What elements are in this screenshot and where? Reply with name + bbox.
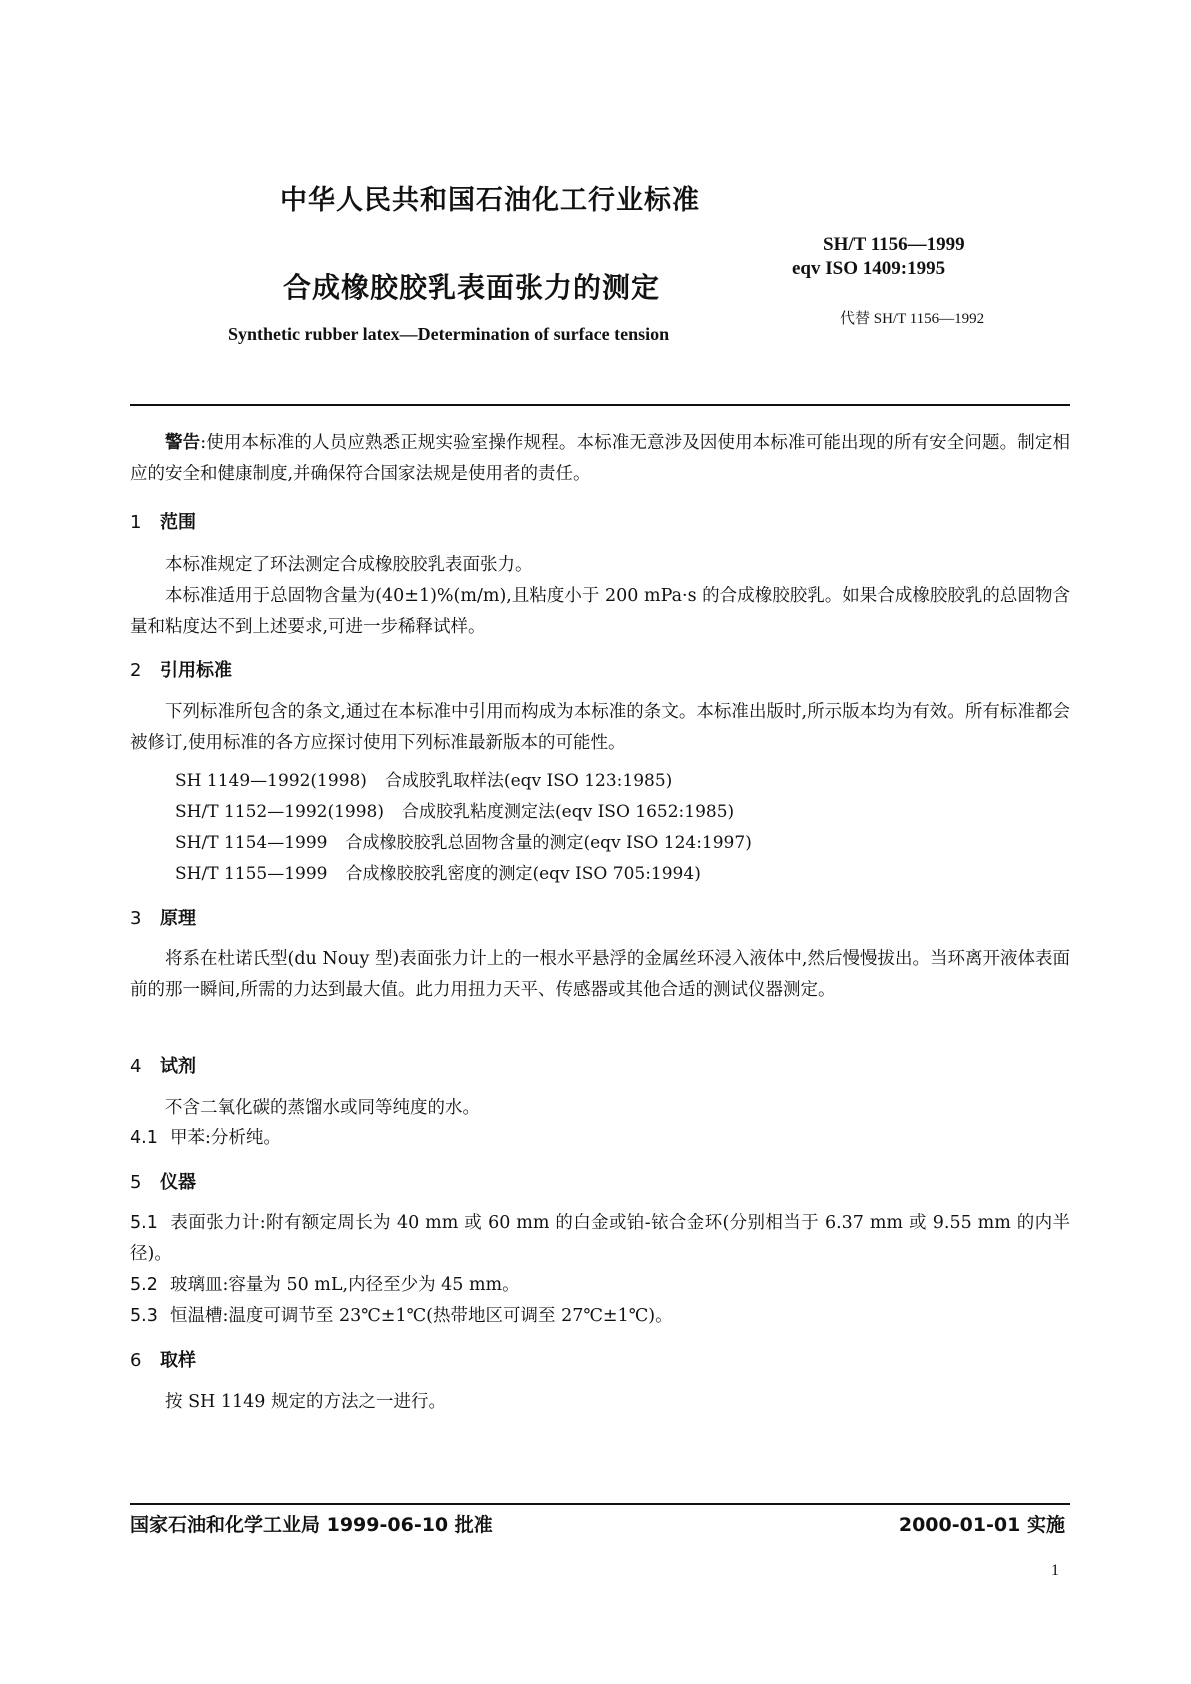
warning-text: :使用本标准的人员应熟悉正规实验室操作规程。本标准无意涉及因使用本标准可能出现的所有安全问题。制定相应的安全和健康制度,并确保符合国家法规是使用者的责任。 xyxy=(130,433,1070,484)
subsection-5-1: 5.1 表面张力计:附有额定周长为 40 mm 或 60 mm 的白金或铂-铱合金环(分别相当于 6.37 mm 或 9.55 mm 的内半径)。 xyxy=(130,1213,1070,1264)
approval-line: 国家石油和化学工业局 1999-06-10 批准 xyxy=(130,1514,493,1536)
section-heading-2: 2 引用标准 xyxy=(130,660,232,681)
section-4-paragraph-1: 不含二氧化碳的蒸馏水或同等纯度的水。 xyxy=(165,1098,480,1118)
implementation-date: 2000-01-01 实施 xyxy=(898,1514,1065,1536)
industry-title: 中华人民共和国石油化工行业标准 xyxy=(280,185,700,216)
section-2-paragraph-1: 下列标准所包含的条文,通过在本标准中引用而构成为本标准的条文。本标准出版时,所示版本均为有效。所有标准都会被修订,使用标准的各方应探讨使用下列标准最新版本的可能性。 xyxy=(130,702,1070,753)
section-heading-1: 1 范围 xyxy=(130,512,196,533)
footer-divider xyxy=(130,1503,1070,1505)
section-3-paragraph-1: 将系在杜诺氏型(du Nouy 型)表面张力计上的一根水平悬浮的金属丝环浸入液体中,然后慢慢拔出。当环离开液体表面前的那一瞬间,所需的力达到最大值。此力用扭力天平、传感器或其他合适的测试仪器测定。 xyxy=(130,949,1070,1000)
section-heading-5: 5 仪器 xyxy=(130,1172,196,1193)
equivalent-standard: eqv ISO 1409:1995 xyxy=(792,258,946,279)
section-1-paragraph-2: 本标准适用于总固物含量为(40±1)%(m/m),且粘度小于 200 mPa·s 的合成橡胶胶乳。如果合成橡胶胶乳的总固物含量和粘度达不到上述要求,可进一步稀释试样。 xyxy=(130,586,1070,637)
reference-item: SH/T 1154—1999 合成橡胶胶乳总固物含量的测定(eqv ISO 124:1997) xyxy=(175,833,752,853)
standard-code: SH/T 1156—1999 xyxy=(823,234,965,255)
section-1-paragraph-1: 本标准规定了环法测定合成橡胶胶乳表面张力。 xyxy=(165,555,533,575)
reference-item: SH/T 1152—1992(1998) 合成胶乳粘度测定法(eqv ISO 1652:1985) xyxy=(175,802,735,822)
subsection-5-2: 5.2 玻璃皿:容量为 50 mL,内径至少为 45 mm。 xyxy=(130,1275,520,1295)
header-divider xyxy=(130,404,1070,406)
page-number: 1 xyxy=(1051,1562,1059,1579)
subsection-5-3: 5.3 恒温槽:温度可调节至 23℃±1℃(热带地区可调至 27℃±1℃)。 xyxy=(130,1306,673,1326)
section-heading-4: 4 试剂 xyxy=(130,1056,196,1077)
reference-item: SH/T 1155—1999 合成橡胶胶乳密度的测定(eqv ISO 705:1994) xyxy=(175,864,701,884)
warning-label: 警告 xyxy=(165,433,201,453)
subsection-4-1: 4.1 甲苯:分析纯。 xyxy=(130,1128,281,1148)
section-6-paragraph-1: 按 SH 1149 规定的方法之一进行。 xyxy=(165,1392,446,1412)
document-title-english: Synthetic rubber latex—Determination of surface tension xyxy=(228,324,670,344)
section-heading-3: 3 原理 xyxy=(130,908,196,929)
warning-paragraph xyxy=(130,428,1070,490)
replaces-standard: 代替 SH/T 1156—1992 xyxy=(840,311,985,327)
section-heading-6: 6 取样 xyxy=(130,1350,196,1371)
document-title: 合成橡胶胶乳表面张力的测定 xyxy=(283,271,661,304)
reference-item: SH 1149—1992(1998) 合成胶乳取样法(eqv ISO 123:1985) xyxy=(175,771,673,791)
